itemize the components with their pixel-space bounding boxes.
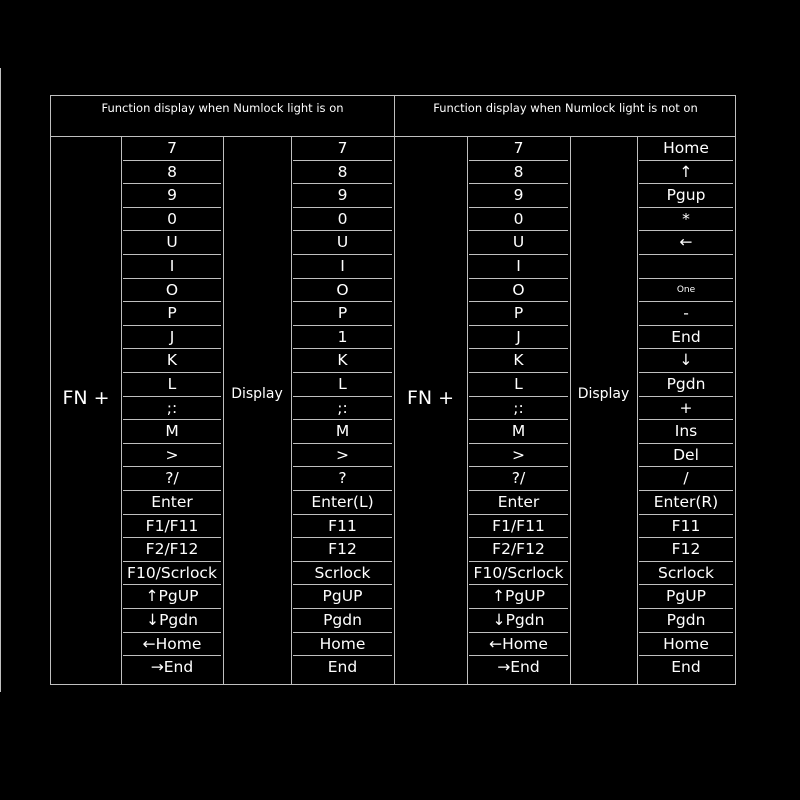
- fn-label-on: FN +: [62, 387, 110, 409]
- display-cell-on: M: [335, 422, 350, 440]
- key-cell-on: O: [165, 281, 179, 299]
- display-cell-off: End: [671, 328, 701, 346]
- key-cell-on: →End: [150, 658, 194, 676]
- key-cell-on: U: [166, 233, 178, 251]
- display-cell-off: F12: [671, 540, 701, 558]
- key-cell-off: Enter: [497, 493, 540, 511]
- key-cell-on: P: [167, 304, 177, 322]
- display-cell-off: -: [683, 304, 689, 322]
- key-cell-off: O: [512, 281, 525, 299]
- display-cell-off: Del: [673, 446, 699, 464]
- display-cell-off: Pgup: [666, 186, 706, 204]
- key-cell-off: 0: [513, 210, 524, 228]
- key-cell-off: ←Home: [489, 635, 548, 653]
- display-cell-on: P: [337, 304, 348, 322]
- header-numlock-off: Function display when Numlock light is not on: [433, 101, 698, 115]
- key-cell-on: 8: [167, 163, 177, 181]
- key-cell-off: ;:: [513, 399, 524, 417]
- display-cell-off: Ins: [674, 422, 698, 440]
- display-cell-on: >: [336, 446, 349, 464]
- key-cell-off: U: [512, 233, 525, 251]
- display-cell-on: K: [337, 351, 348, 369]
- display-cell-on: L: [338, 375, 347, 393]
- display-cell-off: Home: [663, 139, 709, 157]
- key-cell-off: F2/F12: [492, 540, 545, 558]
- display-cell-on: 1: [337, 328, 348, 346]
- display-cell-on: ?: [338, 469, 347, 487]
- key-cell-on: ;:: [166, 399, 178, 417]
- display-cell-off: PgUP: [666, 587, 706, 605]
- column-divider: [637, 136, 638, 684]
- display-cell-on: ;:: [337, 399, 348, 417]
- key-cell-off: ↑PgUP: [492, 587, 545, 605]
- column-divider: [467, 136, 468, 684]
- key-cell-off: →End: [497, 658, 540, 676]
- key-cell-on: F1/F11: [145, 517, 199, 535]
- key-cell-off: 9: [513, 186, 524, 204]
- display-cell-on: 9: [337, 186, 348, 204]
- key-cell-off: P: [513, 304, 524, 322]
- key-cell-off: J: [516, 328, 521, 346]
- display-cell-off: F11: [671, 517, 701, 535]
- display-cell-on: End: [327, 658, 358, 676]
- display-label-off: Display: [577, 386, 630, 402]
- column-divider: [223, 136, 224, 684]
- key-cell-on: M: [165, 422, 179, 440]
- left-edge-line: [0, 68, 1, 692]
- display-cell-on: 7: [337, 139, 348, 157]
- key-cell-off: 7: [513, 139, 524, 157]
- column-divider: [394, 96, 395, 684]
- key-cell-on: K: [166, 351, 178, 369]
- display-cell-on: 0: [337, 210, 348, 228]
- key-cell-on: J: [169, 328, 175, 346]
- key-cell-on: 7: [167, 139, 177, 157]
- display-cell-off: One: [676, 285, 696, 295]
- key-cell-on: ?/: [165, 469, 179, 487]
- key-cell-off: ?/: [511, 469, 526, 487]
- display-cell-on: Pgdn: [323, 611, 362, 629]
- display-cell-on: U: [336, 233, 349, 251]
- key-cell-off: ↓Pgdn: [492, 611, 545, 629]
- display-cell-on: I: [340, 257, 345, 275]
- display-cell-off: Enter(R): [653, 493, 719, 511]
- key-cell-off: L: [514, 375, 523, 393]
- display-cell-on: Enter(L): [311, 493, 374, 511]
- key-cell-off: M: [511, 422, 526, 440]
- display-cell-on: 8: [337, 163, 348, 181]
- header-numlock-on: Function display when Numlock light is on: [101, 101, 344, 115]
- key-cell-off: F1/F11: [492, 517, 545, 535]
- key-cell-on: ↓Pgdn: [146, 611, 198, 629]
- display-cell-on: Scrlock: [314, 564, 371, 582]
- column-divider: [291, 136, 292, 684]
- display-cell-off: ←: [679, 233, 693, 251]
- display-cell-off: /: [683, 469, 689, 487]
- key-cell-on: Enter: [151, 493, 193, 511]
- key-cell-on: L: [167, 375, 177, 393]
- key-cell-on: I: [169, 257, 175, 275]
- display-cell-on: Home: [319, 635, 366, 653]
- key-cell-on: ←Home: [142, 635, 202, 653]
- display-cell-off: Scrlock: [657, 564, 715, 582]
- key-cell-off: K: [513, 351, 524, 369]
- display-cell-off: [637, 255, 735, 277]
- key-cell-off: 8: [513, 163, 524, 181]
- key-cell-on: F2/F12: [145, 540, 199, 558]
- column-divider: [570, 136, 571, 684]
- key-cell-on: ↑PgUP: [145, 587, 199, 605]
- display-cell-off: ↓: [679, 351, 693, 369]
- display-cell-on: O: [336, 281, 349, 299]
- display-cell-off: Home: [663, 635, 709, 653]
- function-table: [50, 95, 736, 685]
- display-cell-on: F11: [328, 517, 357, 535]
- display-cell-off: Pgdn: [666, 611, 706, 629]
- display-cell-off: End: [671, 658, 701, 676]
- key-cell-on: 9: [167, 186, 177, 204]
- fn-label-off: FN +: [406, 387, 455, 409]
- key-cell-off: >: [512, 446, 525, 464]
- key-cell-off: I: [516, 257, 521, 275]
- display-cell-on: F12: [328, 540, 357, 558]
- key-cell-off: F10/Scrlock: [473, 564, 564, 582]
- column-divider: [121, 136, 122, 684]
- display-cell-on: PgUP: [322, 587, 363, 605]
- display-cell-off: Pgdn: [666, 375, 706, 393]
- display-cell-off: *: [682, 210, 690, 228]
- key-cell-on: 0: [167, 210, 177, 228]
- display-cell-off: ↑: [679, 163, 693, 181]
- key-cell-on: >: [165, 446, 179, 464]
- display-cell-off: +: [679, 399, 693, 417]
- display-label-on: Display: [231, 386, 283, 402]
- key-cell-on: F10/Scrlock: [127, 564, 217, 582]
